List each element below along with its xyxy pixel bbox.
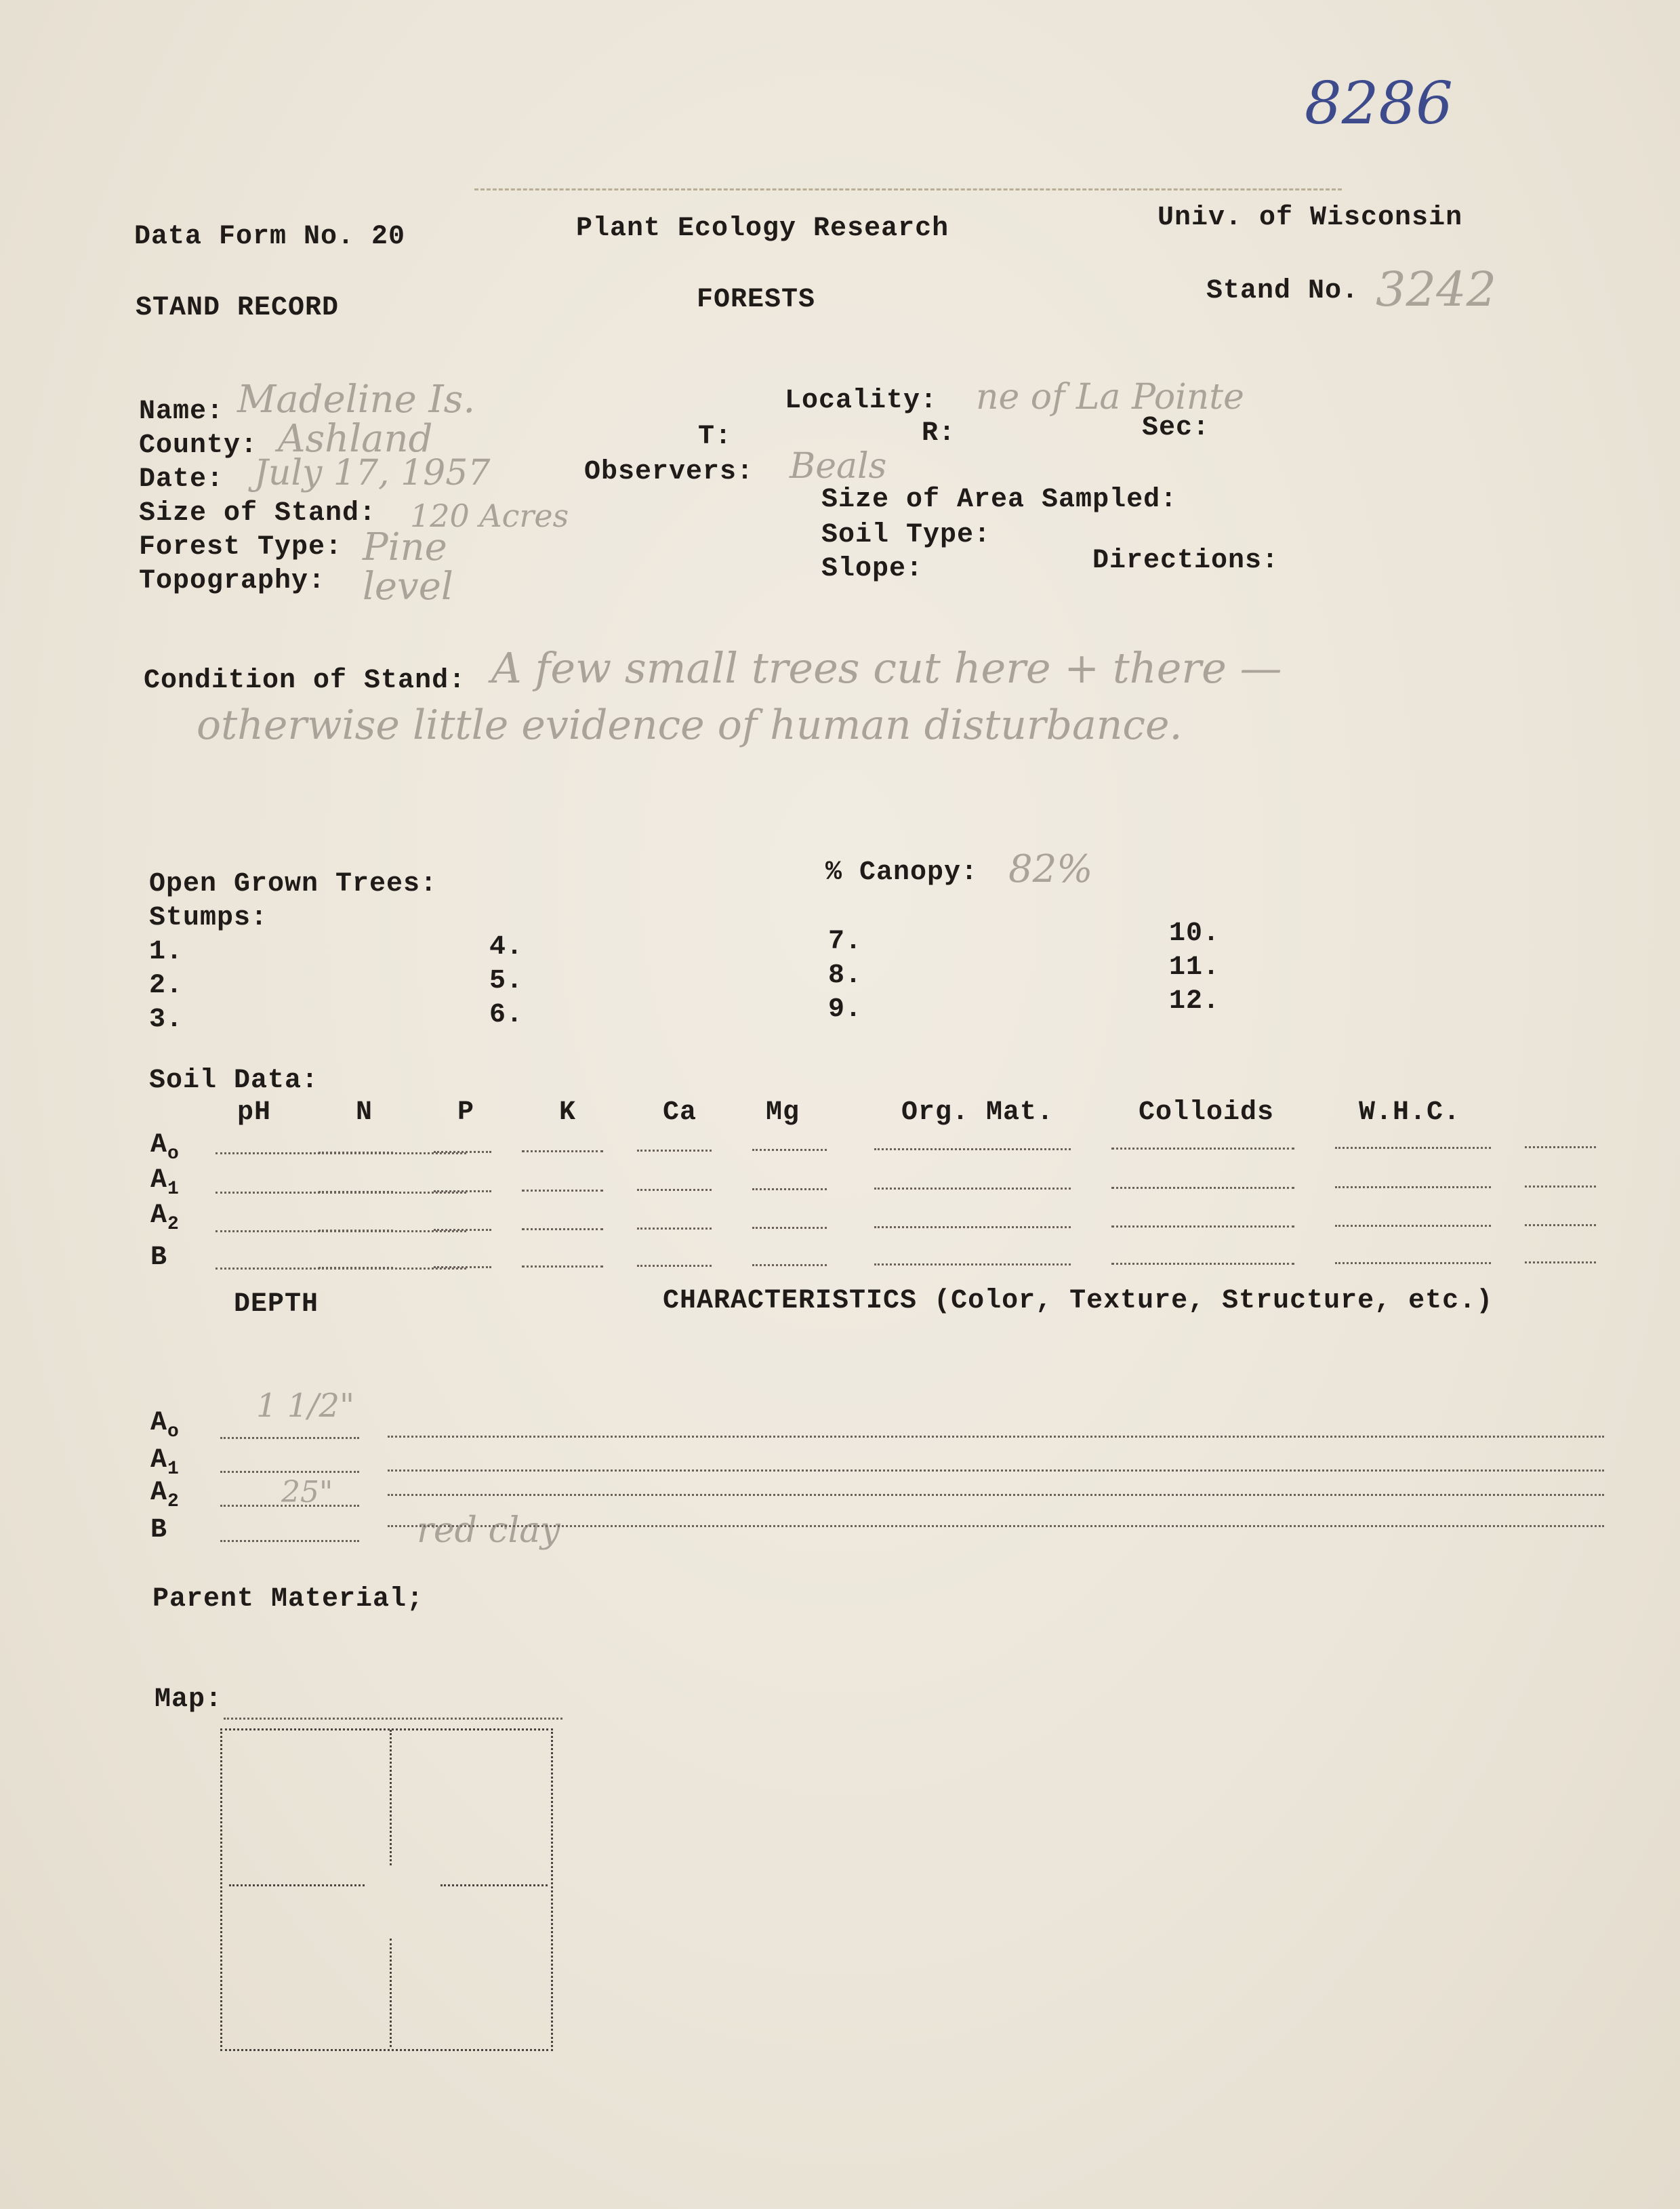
slope-label: Slope: [821, 554, 924, 584]
depth-row-a1: $A_1$ [150, 1445, 180, 1480]
map-top-line [224, 1718, 562, 1720]
soil-blank-line [874, 1148, 1071, 1150]
observers-label: Observers: [584, 457, 754, 487]
map-label: Map: [155, 1684, 223, 1715]
name-label: Name: [139, 397, 224, 427]
soil-blank-line [434, 1190, 491, 1192]
organization: Plant Ecology Research [576, 214, 949, 244]
soil-data-label: Soil Data: [149, 1066, 319, 1096]
map-vertical-upper [390, 1730, 392, 1865]
directions-label: Directions: [1092, 546, 1279, 576]
soil-blank-line [1525, 1185, 1596, 1188]
soil-blank-line [752, 1188, 827, 1190]
soil-blank-line [319, 1267, 393, 1269]
condition-label: Condition of Stand: [144, 666, 466, 696]
soil-blank-line [1335, 1147, 1491, 1149]
col-org-mat: Org. Mat. [901, 1097, 1054, 1128]
handwritten-date: July 17, 1957 [254, 453, 491, 493]
canopy-label: % Canopy: [825, 857, 979, 888]
depth-a1-line [220, 1471, 359, 1473]
open-grown-label: Open Grown Trees: [149, 869, 438, 899]
handwritten-topography: level [363, 565, 453, 609]
soil-blank-line [1111, 1187, 1294, 1189]
university: Univ. of Wisconsin [1157, 203, 1463, 233]
stump-6: 6. [489, 1000, 524, 1030]
depth-a2-line [220, 1505, 359, 1507]
col-n: N [356, 1097, 373, 1128]
soil-blank-line [522, 1228, 603, 1230]
parent-material-label: Parent Material; [152, 1584, 424, 1615]
soil-blank-line [434, 1266, 491, 1268]
depth-a0-line [220, 1437, 359, 1439]
stump-12: 12. [1169, 986, 1221, 1017]
soil-blank-line [522, 1150, 603, 1152]
soil-blank-line [1335, 1186, 1491, 1188]
soil-blank-line [1335, 1225, 1491, 1227]
map-horizontal-right [441, 1884, 548, 1886]
soil-blank-line [874, 1263, 1071, 1265]
soil-blank-line [522, 1265, 603, 1268]
soil-row-a2: $A_2$ [150, 1200, 180, 1235]
size-of-area-label: Size of Area Sampled: [821, 485, 1178, 515]
topography-label: Topography: [139, 566, 326, 596]
stump-3: 3. [149, 1005, 184, 1035]
soil-blank-line [1525, 1261, 1596, 1263]
depth-label: DEPTH [234, 1289, 319, 1320]
handwritten-stand-no: 3242 [1376, 262, 1497, 317]
map-horizontal-left [229, 1884, 365, 1886]
handwritten-depth-a2: 25" [281, 1475, 333, 1509]
date-label: Date: [139, 464, 224, 495]
characteristics-label: CHARACTERISTICS (Color, Texture, Structure, etc.) [663, 1286, 1494, 1316]
soil-row-b: B [150, 1242, 168, 1273]
handwritten-locality: ne of La Pointe [976, 377, 1244, 418]
handwritten-canopy: 82% [1008, 847, 1093, 891]
stumps-label: Stumps: [149, 903, 268, 933]
col-whc: W.H.C. [1359, 1097, 1461, 1128]
soil-blank-line [319, 1230, 393, 1232]
soil-blank-line [874, 1188, 1071, 1190]
soil-row-a1: $A_1$ [150, 1165, 180, 1200]
handwritten-condition-line1: A few small trees cut here + there — [491, 643, 1282, 693]
col-p: P [457, 1097, 475, 1128]
char-a1-line [388, 1470, 1604, 1472]
handwritten-depth-b: red clay [417, 1510, 560, 1551]
top-torn-strip [474, 188, 1342, 196]
soil-blank-line [319, 1152, 393, 1154]
handwritten-record-number: 8286 [1305, 70, 1453, 138]
col-colloids: Colloids [1139, 1097, 1275, 1128]
soil-blank-line [637, 1228, 712, 1230]
soil-blank-line [434, 1151, 491, 1153]
char-a2-line [388, 1494, 1604, 1496]
soil-blank-line [637, 1265, 712, 1267]
stump-4: 4. [489, 932, 524, 962]
locality-label: Locality: [785, 386, 938, 416]
record-title: STAND RECORD [136, 293, 340, 323]
section-title: FORESTS [697, 285, 816, 315]
soil-blank-line [1525, 1224, 1596, 1226]
soil-blank-line [752, 1227, 827, 1229]
soil-row-a0: $A_o$ [150, 1130, 180, 1164]
col-k: K [559, 1097, 577, 1128]
soil-blank-line [434, 1229, 491, 1231]
soil-blank-line [874, 1226, 1071, 1228]
map-vertical-lower [390, 1939, 392, 2047]
char-a0-line [388, 1436, 1604, 1438]
handwritten-size-of-stand: 120 Acres [410, 498, 569, 534]
soil-blank-line [1111, 1148, 1294, 1150]
stump-9: 9. [828, 994, 863, 1025]
handwritten-condition-line2: otherwise little evidence of human disturbance. [197, 702, 1183, 749]
soil-blank-line [1111, 1263, 1294, 1265]
soil-blank-line [637, 1150, 712, 1152]
soil-blank-line [752, 1264, 827, 1266]
stump-5: 5. [489, 966, 524, 996]
map-grid-box [220, 1728, 553, 2051]
col-ph: pH [237, 1097, 272, 1128]
stand-no-label: Stand No. [1206, 276, 1359, 306]
forest-type-label: Forest Type: [139, 532, 343, 563]
handwritten-forest-type: Pine [363, 525, 447, 569]
soil-type-label: Soil Type: [821, 520, 991, 550]
handwritten-observers: Beals [790, 446, 887, 487]
form-number: Data Form No. 20 [134, 222, 406, 252]
col-ca: Ca [663, 1097, 697, 1128]
soil-blank-line [752, 1149, 827, 1151]
stump-7: 7. [828, 927, 863, 957]
stump-1: 1. [149, 937, 184, 967]
depth-row-a2: $A_2$ [150, 1478, 180, 1512]
char-b-line [388, 1525, 1604, 1527]
soil-blank-line [319, 1191, 393, 1193]
soil-blank-line [522, 1190, 603, 1192]
depth-row-a0: $A_o$ [150, 1408, 180, 1442]
county-label: County: [139, 430, 258, 461]
handwritten-county: Ashland [278, 417, 433, 461]
range-label: R: [922, 418, 956, 449]
township-label: T: [698, 422, 733, 452]
soil-blank-line [1335, 1262, 1491, 1264]
size-of-stand-label: Size of Stand: [139, 498, 377, 529]
stump-10: 10. [1169, 918, 1221, 949]
stump-2: 2. [149, 971, 184, 1001]
depth-b-line [220, 1540, 359, 1542]
soil-blank-line [1525, 1146, 1596, 1148]
depth-row-b: B [150, 1515, 168, 1545]
section-label: Sec: [1142, 413, 1210, 443]
handwritten-name: Madeline Is. [237, 378, 476, 422]
soil-blank-line [637, 1189, 712, 1191]
stump-11: 11. [1169, 952, 1221, 983]
stump-8: 8. [828, 960, 863, 991]
handwritten-depth-a0: 1 1/2" [256, 1387, 355, 1425]
soil-blank-line [1111, 1225, 1294, 1228]
col-mg: Mg [766, 1097, 800, 1128]
